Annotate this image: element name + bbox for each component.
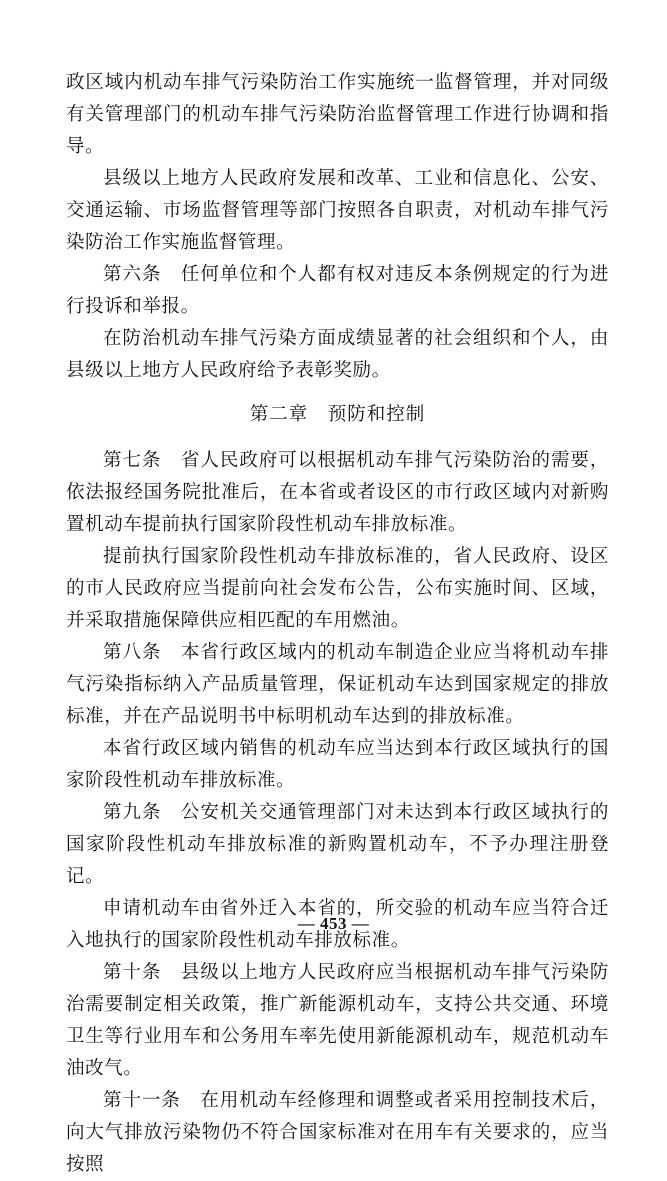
- chapter-title: 第二章 预防和控制: [249, 404, 426, 425]
- page-number: — 453 —: [297, 914, 370, 933]
- article-11: 第十一条 在用机动车经修理和调整或者采用控制技术后，向大气排放污染物仍不符合国家标准对在用车有关要求的，应当按照: [66, 1090, 609, 1175]
- article-10: 第十条 县级以上地方人民政府应当根据机动车排气污染防治需要制定相关政策，推广新能源机动车，支持公共交通、环境卫生等行业用车和公务用车率先使用新能源机动车，规范机动车油改气。: [66, 962, 609, 1079]
- article-9: 第九条 公安机关交通管理部门对未达到本行政区域执行的国家阶段性机动车排放标准的新购置机动车，不予办理注册登记。: [66, 802, 609, 887]
- paragraph: 政区域内机动车排气污染防治工作实施统一监督管理，并对同级有关管理部门的机动车排气污染防治监督管理工作进行协调和指导。: [66, 72, 609, 157]
- paragraph: 本省行政区域内销售的机动车应当达到本行政区域执行的国家阶段性机动车排放标准。: [66, 738, 609, 791]
- article-7: 第七条 省人民政府可以根据机动车排气污染防治的需要，依法报经国务院批准后，在本省或者设区的市行政区域内对新购置机动车提前执行国家阶段性机动车排放标准。: [66, 450, 609, 535]
- article-6: 第六条 任何单位和个人都有权对违反本条例规定的行为进行投诉和举报。: [66, 264, 609, 317]
- paragraph: 申请机动车由省外迁入本省的，所交验的机动车应当符合迁入地执行的国家阶段性机动车排放标准。: [66, 898, 609, 951]
- article-8: 第八条 本省行政区域内的机动车制造企业应当将机动车排气污染指标纳入产品质量管理，保证机动车达到国家规定的排放标准，并在产品说明书中标明机动车达到的排放标准。: [66, 642, 609, 727]
- paragraph: 提前执行国家阶段性机动车排放标准的，省人民政府、设区的市人民政府应当提前向社会发布公告，公布实施时间、区域，并采取措施保障供应相匹配的车用燃油。: [66, 546, 609, 631]
- paragraph: 在防治机动车排气污染方面成绩显著的社会组织和个人，由县级以上地方人民政府给予表彰奖励。: [66, 328, 609, 381]
- paragraph: 县级以上地方人民政府发展和改革、工业和信息化、公安、交通运输、市场监督管理等部门按照各自职责，对机动车排气污染防治工作实施监督管理。: [66, 168, 609, 253]
